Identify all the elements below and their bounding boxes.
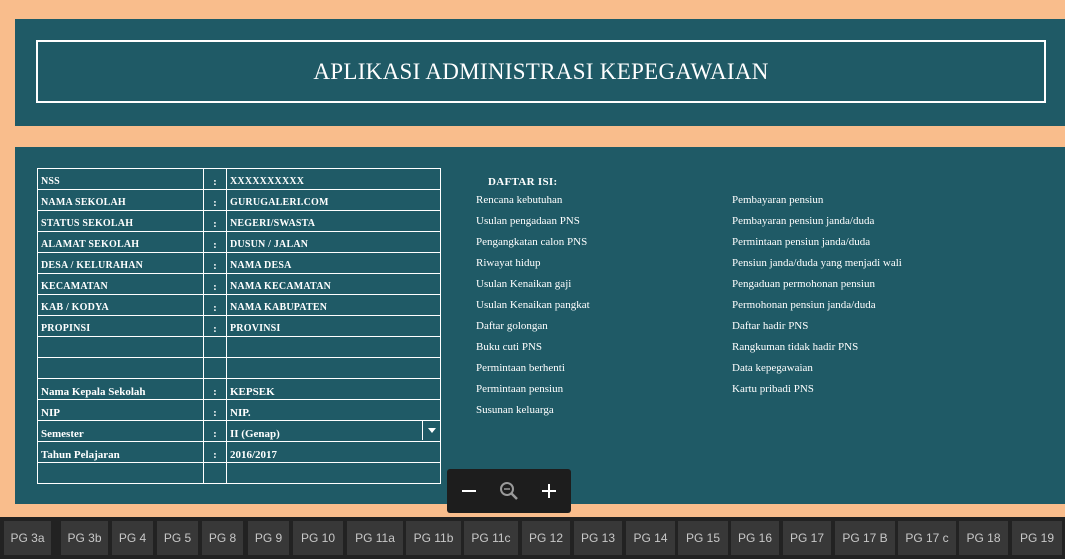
toc-list-left: [476, 193, 590, 424]
sheet-tab[interactable]: PG 16: [731, 521, 779, 555]
toc-link[interactable]: Permintaan pensiun: [476, 383, 564, 395]
info-value-text: II (Genap): [230, 428, 280, 440]
info-colon: :: [204, 295, 227, 316]
info-colon: :: [204, 274, 227, 295]
info-value: [227, 274, 441, 295]
info-colon: [204, 463, 227, 484]
page-title: APLIKASI ADMINISTRASI KEPEGAWAIAN: [313, 58, 769, 84]
toc-link[interactable]: Buku cuti PNS: [476, 341, 543, 353]
info-colon: :: [204, 442, 227, 463]
info-colon: :: [204, 169, 227, 190]
toc-link[interactable]: Daftar hadir PNS: [732, 320, 809, 332]
toc-list-right: [732, 193, 902, 403]
info-label: KECAMATAN: [38, 274, 204, 295]
sheet-tab[interactable]: PG 17: [783, 521, 831, 555]
info-label: Semester: [38, 421, 204, 442]
sheet-tab-bar: [0, 517, 1065, 559]
info-row: [38, 400, 441, 421]
info-value-text: NIP.: [230, 407, 251, 419]
info-label: NSS: [38, 169, 204, 190]
info-label: [38, 358, 204, 379]
info-value: [227, 316, 441, 337]
info-value: [227, 232, 441, 253]
info-label: ALAMAT SEKOLAH: [38, 232, 204, 253]
sheet-tab[interactable]: PG 15: [678, 521, 728, 555]
info-value: [227, 253, 441, 274]
info-label: [38, 463, 204, 484]
toc-link[interactable]: Rencana kebutuhan: [476, 194, 563, 206]
toc-link[interactable]: Pembayaran pensiun: [732, 194, 824, 206]
toc-link[interactable]: Usulan Kenaikan gaji: [476, 278, 572, 290]
info-value-text: PROVINSI: [230, 323, 281, 334]
chevron-down-icon[interactable]: [422, 421, 440, 440]
sheet-tab[interactable]: PG 4: [112, 521, 153, 555]
sheet-tab[interactable]: PG 19: [1012, 521, 1062, 555]
zoom-reset-button[interactable]: [495, 477, 523, 505]
info-colon: :: [204, 190, 227, 211]
sheet-tab[interactable]: PG 8: [202, 521, 243, 555]
info-colon: :: [204, 400, 227, 421]
info-row: [38, 358, 441, 379]
toc-link[interactable]: Pensiun janda/duda yang menjadi wali: [732, 257, 902, 269]
info-value-text: NAMA DESA: [230, 260, 292, 271]
info-row: [38, 274, 441, 295]
info-value: [227, 295, 441, 316]
info-label: PROPINSI: [38, 316, 204, 337]
info-value-text: GURUGALERI.COM: [230, 197, 329, 208]
toc-link[interactable]: Riwayat hidup: [476, 257, 541, 269]
zoom-reset-icon: [499, 481, 519, 501]
sheet-tab[interactable]: PG 10: [293, 521, 343, 555]
info-label: [38, 337, 204, 358]
zoom-toolbar: [447, 469, 571, 513]
info-label: KAB / KODYA: [38, 295, 204, 316]
sheet-tab[interactable]: PG 11c: [464, 521, 518, 555]
info-value: [227, 169, 441, 190]
info-value-text: KEPSEK: [230, 386, 275, 398]
info-label: DESA / KELURAHAN: [38, 253, 204, 274]
toc-link[interactable]: Pembayaran pensiun janda/duda: [732, 215, 875, 227]
sheet-tab[interactable]: PG 13: [574, 521, 622, 555]
info-label: Nama Kepala Sekolah: [38, 379, 204, 400]
info-row: [38, 190, 441, 211]
toc-title: DAFTAR ISI:: [488, 176, 558, 188]
sheet-tab[interactable]: PG 14: [626, 521, 675, 555]
zoom-in-button[interactable]: [535, 477, 563, 505]
toc-link[interactable]: Permintaan berhenti: [476, 362, 565, 374]
info-value: [227, 400, 441, 421]
info-label: NIP: [38, 400, 204, 421]
info-label: NAMA SEKOLAH: [38, 190, 204, 211]
header-panel: [15, 19, 1065, 126]
info-value: [227, 211, 441, 232]
info-row: [38, 337, 441, 358]
info-value-text: XXXXXXXXXX: [230, 176, 305, 187]
sheet-tab[interactable]: PG 17 B: [835, 521, 895, 555]
zoom-in-icon: [541, 483, 557, 499]
info-value-text: DUSUN / JALAN: [230, 239, 309, 250]
info-row: [38, 421, 441, 442]
toc-link[interactable]: Permintaan pensiun janda/duda: [732, 236, 871, 248]
semester-select[interactable]: [227, 421, 441, 442]
info-colon: :: [204, 232, 227, 253]
main-panel: [15, 147, 1065, 504]
info-row: [38, 379, 441, 400]
zoom-out-icon: [461, 483, 477, 499]
zoom-out-button[interactable]: [455, 477, 483, 505]
info-value-text: NAMA KABUPATEN: [230, 302, 328, 313]
info-value: [227, 463, 441, 484]
info-colon: :: [204, 316, 227, 337]
info-label: Tahun Pelajaran: [38, 442, 204, 463]
sheet-tab[interactable]: PG 18: [959, 521, 1008, 555]
info-value-text: NEGERI/SWASTA: [230, 218, 316, 229]
info-value: [227, 337, 441, 358]
toc-link[interactable]: Permohonan pensiun janda/duda: [732, 299, 876, 311]
info-row: [38, 295, 441, 316]
sheet-tab[interactable]: PG 5: [157, 521, 198, 555]
info-value-text: NAMA KECAMATAN: [230, 281, 332, 292]
info-row: [38, 463, 441, 484]
sheet-tab[interactable]: PG 17 c: [898, 521, 956, 555]
info-colon: [204, 337, 227, 358]
sheet-tab[interactable]: PG 3a: [4, 521, 51, 555]
toc-link[interactable]: Usulan pengadaan PNS: [476, 215, 580, 227]
info-colon: [204, 358, 227, 379]
toc-link[interactable]: Daftar golongan: [476, 320, 548, 332]
toc-link[interactable]: Usulan Kenaikan pangkat: [476, 299, 590, 311]
toc-link[interactable]: Rangkuman tidak hadir PNS: [732, 341, 859, 353]
info-colon: :: [204, 379, 227, 400]
title-box: [36, 40, 1046, 103]
info-label: STATUS SEKOLAH: [38, 211, 204, 232]
sheet-tab[interactable]: PG 11a: [347, 521, 403, 555]
info-row: [38, 211, 441, 232]
toc-link[interactable]: Pengangkatan calon PNS: [476, 236, 588, 248]
sheet-tab[interactable]: PG 3b: [61, 521, 108, 555]
info-row: [38, 253, 441, 274]
info-colon: :: [204, 421, 227, 442]
info-colon: :: [204, 253, 227, 274]
info-row: [38, 442, 441, 463]
toc-link[interactable]: Susunan keluarga: [476, 404, 554, 416]
info-value-text: 2016/2017: [230, 449, 278, 461]
info-row: [38, 169, 441, 190]
toc-link[interactable]: Data kepegawaian: [732, 362, 813, 374]
info-value: [227, 358, 441, 379]
toc-link[interactable]: Pengaduan permohonan pensiun: [732, 278, 875, 290]
info-value: [227, 379, 441, 400]
info-row: [38, 232, 441, 253]
info-value: [227, 442, 441, 463]
sheet-tab[interactable]: PG 12: [522, 521, 570, 555]
info-row: [38, 316, 441, 337]
toc-link[interactable]: Kartu pribadi PNS: [732, 383, 814, 395]
sheet-tab[interactable]: PG 11b: [406, 521, 461, 555]
school-info-table: [37, 168, 441, 484]
info-value: [227, 190, 441, 211]
sheet-tab[interactable]: PG 9: [248, 521, 289, 555]
info-colon: :: [204, 211, 227, 232]
